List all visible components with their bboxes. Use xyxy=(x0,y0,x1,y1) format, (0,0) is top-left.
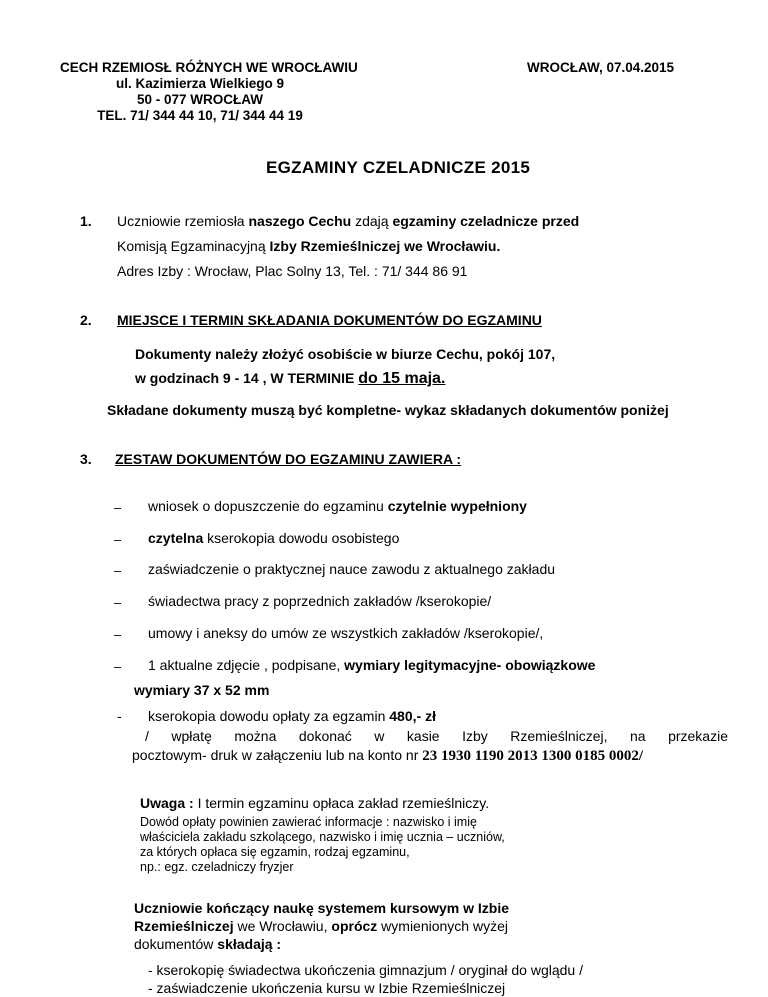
note-body xyxy=(140,815,505,875)
section-1-line2: Komisją Egzaminacyjną Izby Rzemieślniczej we Wrocławiu. xyxy=(117,238,501,254)
list-item: wniosek o dopuszczenie do egzaminu czytelnie wypełniony xyxy=(148,498,527,514)
list-dash: – xyxy=(114,627,122,642)
list-item: umowy i aneksy do umów ze wszystkich zakładów /kserokopie/, xyxy=(148,625,544,641)
document-title: EGZAMINY CZELADNICZE 2015 xyxy=(266,158,531,177)
course-item: - zaświadczenie ukończenia kursu w Izbie Rzemieślniczej xyxy=(148,980,506,996)
list-item-continuation: pocztowym- druk w załączeniu lub na konto nr 23 1930 1190 2013 1300 0185 0002/ xyxy=(132,747,644,764)
section-2-number: 2. xyxy=(80,312,92,328)
list-item: świadectwa pracy z poprzednich zakładów /kserokopie/ xyxy=(148,593,492,609)
section-1-line1: Uczniowie rzemiosła naszego Cechu zdają egzaminy czeladnicze przed xyxy=(117,213,580,229)
list-item: zaświadczenie o praktycznej nauce zawodu z aktualnego zakładu xyxy=(148,561,556,577)
course-line3: dokumentów składają : xyxy=(134,936,282,952)
note-line: za których opłaca się egzamin, rodzaj egzaminu, xyxy=(140,845,410,859)
section-1-address: Adres Izby : Wrocław, Plac Solny 13, Tel. : 71/ 344 86 91 xyxy=(117,263,468,279)
list-dash: – xyxy=(114,532,122,547)
section-2-line1: Dokumenty należy złożyć osobiście w biurze Cechu, pokój 107, xyxy=(135,346,556,362)
course-line2: Rzemieślniczej we Wrocławiu, oprócz wymienionych wyżej xyxy=(134,918,508,934)
section-3-number: 3. xyxy=(80,451,92,467)
list-item: czytelna kserokopia dowodu osobistego xyxy=(148,530,400,546)
section-2-heading: MIEJSCE I TERMIN SKŁADANIA DOKUMENTÓW DO EGZAMINU xyxy=(117,312,542,328)
list-dash: – xyxy=(114,500,122,515)
organization-header xyxy=(60,60,358,124)
list-item-continuation: / wpłatę można dokonać w kasie Izby Rzemieślniczej, na przekazie xyxy=(145,728,728,744)
course-line1: Uczniowie kończący naukę systemem kursowym w Izbie xyxy=(134,900,510,916)
org-postal: 50 - 077 WROCŁAW xyxy=(136,92,264,107)
place-date: WROCŁAW, 07.04.2015 xyxy=(527,60,675,75)
list-dash: – xyxy=(114,659,122,674)
section-3-heading: ZESTAW DOKUMENTÓW DO EGZAMINU ZAWIERA : xyxy=(115,451,462,467)
section-2-line3: Składane dokumenty muszą być kompletne- wykaz składanych dokumentów poniżej xyxy=(107,402,669,418)
note-line: właściciela zakładu szkolącego, nazwisko i imię ucznia – uczniów, xyxy=(140,830,505,844)
org-name: CECH RZEMIOSŁ RÓŻNYCH WE WROCŁAWIU xyxy=(60,60,358,75)
list-dash: - xyxy=(117,708,122,724)
list-dash: – xyxy=(114,595,122,610)
section-1-number: 1. xyxy=(80,213,92,229)
list-item: kserokopia dowodu opłaty za egzamin 480,- zł xyxy=(148,708,436,724)
note-line: np.: egz. czeladniczy fryzjer xyxy=(140,860,294,874)
list-dash: – xyxy=(114,563,122,578)
note-line: Dowód opłaty powinien zawierać informacje : nazwisko i imię xyxy=(140,815,477,829)
org-street: ul. Kazimierza Wielkiego 9 xyxy=(116,76,284,91)
org-phone: TEL. 71/ 344 44 10, 71/ 344 44 19 xyxy=(97,108,303,123)
section-2-line2: w godzinach 9 - 14 , W TERMINIE do 15 maja. xyxy=(135,370,446,387)
list-item-continuation: wymiary 37 x 52 mm xyxy=(134,682,270,698)
list-item: 1 aktualne zdjęcie , podpisane, wymiary legitymacyjne- obowiązkowe xyxy=(148,657,596,673)
course-item: - kserokopię świadectwa ukończenia gimnazjum / oryginał do wglądu / xyxy=(148,962,583,978)
note-heading: Uwaga : I termin egzaminu opłaca zakład rzemieślniczy. xyxy=(140,795,490,811)
